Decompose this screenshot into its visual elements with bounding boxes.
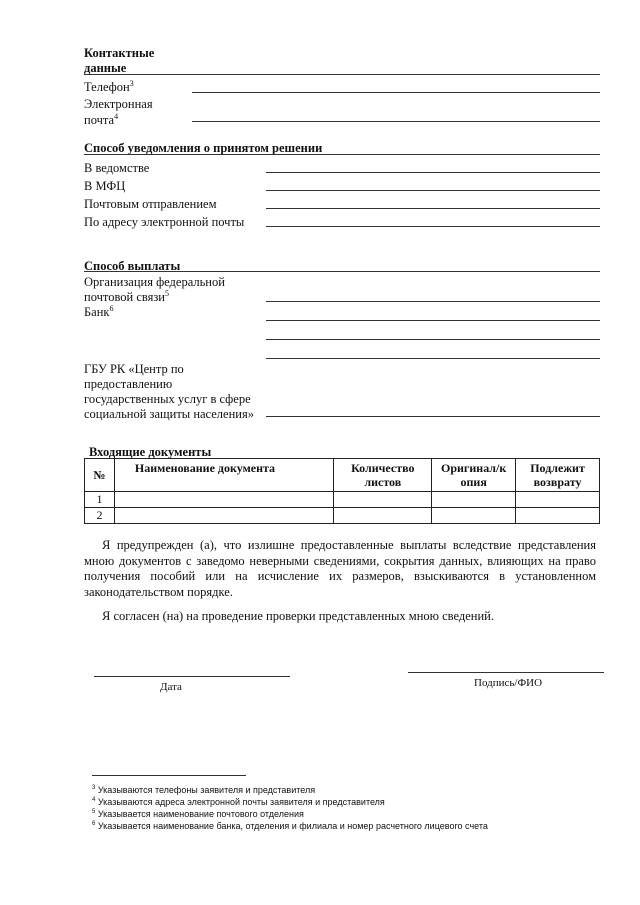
warning-paragraph: Я предупрежден (а), что излишне предоставленные выплаты вследствие представления мною документов с заведомо неверными сведениями, сокрытия данных, влияющих на право получения пособий или на исчисление их размеров, взыскиваются в установленном законодательством порядке.	[84, 538, 596, 599]
row-number: 1	[85, 492, 115, 508]
signature-field[interactable]	[408, 672, 604, 673]
payment-bank-field-2[interactable]	[266, 339, 600, 340]
row-original-cell[interactable]	[432, 508, 516, 524]
notification-option-email: По адресу электронной почты	[84, 215, 245, 229]
notification-option-office: В ведомстве	[84, 161, 150, 175]
payment-center-label-line1: ГБУ РК «Центр по	[84, 362, 184, 376]
payment-heading-rule	[84, 271, 600, 272]
row-name-cell[interactable]	[114, 492, 333, 508]
date-field[interactable]	[94, 676, 290, 677]
notification-email-field[interactable]	[266, 226, 600, 227]
payment-heading: Способ выплаты	[84, 259, 181, 273]
notification-option-mfc: В МФЦ	[84, 179, 126, 193]
row-sheets-cell[interactable]	[334, 508, 432, 524]
phone-label: Телефон$^3$	[84, 78, 134, 94]
col-num-header: №	[85, 459, 115, 492]
notification-mfc-field[interactable]	[266, 190, 600, 191]
notification-heading: Способ уведомления о принятом решении	[84, 141, 323, 155]
footnote-5: $^5$ Указывается наименование почтового отделения	[92, 809, 304, 819]
documents-table	[84, 458, 600, 524]
notification-heading-rule	[84, 154, 600, 155]
payment-bank-field-1[interactable]	[266, 320, 600, 321]
payment-center-field[interactable]	[266, 416, 600, 417]
row-return-cell[interactable]	[516, 508, 600, 524]
row-original-cell[interactable]	[432, 492, 516, 508]
phone-field[interactable]	[192, 92, 600, 93]
footnote-6: $^6$ Указывается наименование банка, отделения и филиала и номер расчетного лицевого счета	[92, 821, 488, 831]
col-name-header: Наименование документа	[114, 459, 333, 492]
notification-post-field[interactable]	[266, 208, 600, 209]
footnote-4: $^4$ Указываются адреса электронной почты заявителя и представителя	[92, 797, 385, 807]
email-label-line1: Электронная	[84, 97, 153, 111]
documents-heading: Входящие документы	[89, 445, 212, 459]
payment-center-label-line3: государственных услуг в сфере	[84, 392, 251, 406]
documents-header-row	[85, 459, 600, 492]
row-sheets-cell[interactable]	[334, 492, 432, 508]
email-field[interactable]	[192, 121, 600, 122]
footnote-3: $^3$ Указываются телефоны заявителя и представителя	[92, 785, 316, 795]
payment-post-field[interactable]	[266, 301, 600, 302]
email-label-line2: почта$^4$	[84, 111, 119, 127]
table-row	[85, 492, 600, 508]
payment-center-label-line2: предоставлению	[84, 377, 173, 391]
contacts-heading-rule	[84, 74, 600, 75]
row-name-cell[interactable]	[114, 508, 333, 524]
contacts-heading-line1: Контактные	[84, 46, 155, 60]
payment-post-label-line2: почтовой связи$^5$	[84, 288, 169, 304]
contacts-heading-line2: данные	[84, 61, 127, 75]
footnote-separator	[92, 775, 246, 776]
col-sheets-header: Количество листов	[334, 459, 432, 492]
table-row	[85, 508, 600, 524]
payment-post-label-line1: Организация федеральной	[84, 275, 225, 289]
row-number: 2	[85, 508, 115, 524]
notification-office-field[interactable]	[266, 172, 600, 173]
notification-option-post: Почтовым отправлением	[84, 197, 217, 211]
row-return-cell[interactable]	[516, 492, 600, 508]
payment-center-label-line4: социальной защиты населения»	[84, 407, 254, 421]
col-return-header: Подлежит возврату	[516, 459, 600, 492]
signature-label: Подпись/ФИО	[474, 677, 543, 689]
payment-bank-field-3[interactable]	[266, 358, 600, 359]
payment-bank-label: Банк$^6$	[84, 303, 114, 319]
date-label: Дата	[160, 681, 182, 693]
consent-paragraph: Я согласен (на) на проведение проверки представленных мною сведений.	[102, 609, 494, 623]
col-original-header: Оригинал/к опия	[432, 459, 516, 492]
